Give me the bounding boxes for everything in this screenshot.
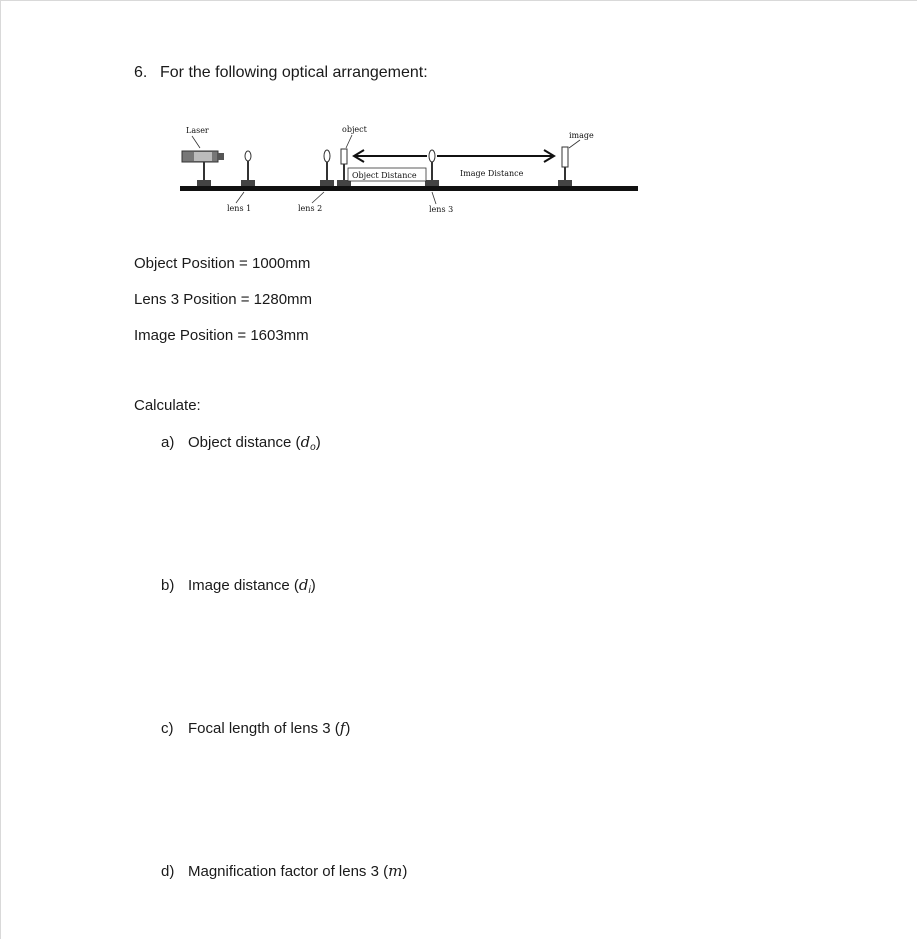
part-c-text: Focal length of lens 3 (: [188, 720, 340, 737]
lens3-label: lens 3: [429, 205, 454, 214]
laser-leader: [192, 136, 200, 148]
object-leader: [346, 135, 352, 148]
lens2-leader: [312, 192, 324, 203]
part-c: [161, 719, 350, 737]
image-distance-label: Image Distance: [460, 169, 524, 178]
part-b-text: Image distance (: [188, 577, 299, 594]
image-leader: [569, 140, 580, 148]
question-title: [134, 64, 428, 82]
lens-3: [425, 150, 439, 186]
image-label: image: [569, 131, 594, 140]
part-b: [161, 576, 316, 596]
optical-arrangement-diagram: [170, 118, 640, 218]
part-d-close: ): [402, 863, 408, 880]
lens1-label: lens 1: [227, 204, 252, 213]
question-number: 6.: [134, 64, 148, 81]
part-d-var: m: [388, 862, 403, 880]
part-a-label: a): [161, 434, 175, 451]
part-b-sub: i: [308, 585, 311, 596]
image-screen: [558, 147, 572, 186]
object-distance-label: Object Distance: [352, 171, 417, 180]
part-b-close: ): [310, 577, 316, 594]
part-d: [161, 862, 407, 880]
lens-1: [241, 151, 255, 186]
optical-rail: [180, 186, 638, 191]
lens-2: [320, 150, 334, 186]
lens3-leader: [432, 192, 436, 204]
lens1-leader: [236, 192, 244, 203]
part-c-var: f: [339, 719, 346, 737]
image-distance-arrow: [437, 150, 554, 162]
part-c-label: c): [161, 720, 174, 737]
laser-label: Laser: [186, 126, 209, 135]
laser: [182, 151, 224, 186]
calculate-label: Calculate:: [134, 397, 201, 414]
part-b-var: d: [298, 576, 309, 594]
part-a: [161, 433, 321, 453]
part-d-label: d): [161, 863, 175, 880]
object-position-text: Object Position = 1000mm: [134, 255, 311, 272]
image-position-text: Image Position = 1603mm: [134, 327, 309, 344]
part-a-text: Object distance (: [188, 434, 301, 451]
part-c-close: ): [345, 720, 351, 737]
part-a-var: d: [300, 433, 311, 451]
lens3-position-text: Lens 3 Position = 1280mm: [134, 291, 313, 308]
part-a-sub: o: [310, 442, 316, 453]
part-d-text: Magnification factor of lens 3 (: [188, 863, 389, 880]
lens2-label: lens 2: [298, 204, 323, 213]
part-a-close: ): [315, 434, 321, 451]
object-distance-arrow: [354, 150, 427, 162]
question-text: For the following optical arrangement:: [160, 64, 428, 81]
part-b-label: b): [161, 577, 175, 594]
object-label: object: [342, 125, 367, 134]
